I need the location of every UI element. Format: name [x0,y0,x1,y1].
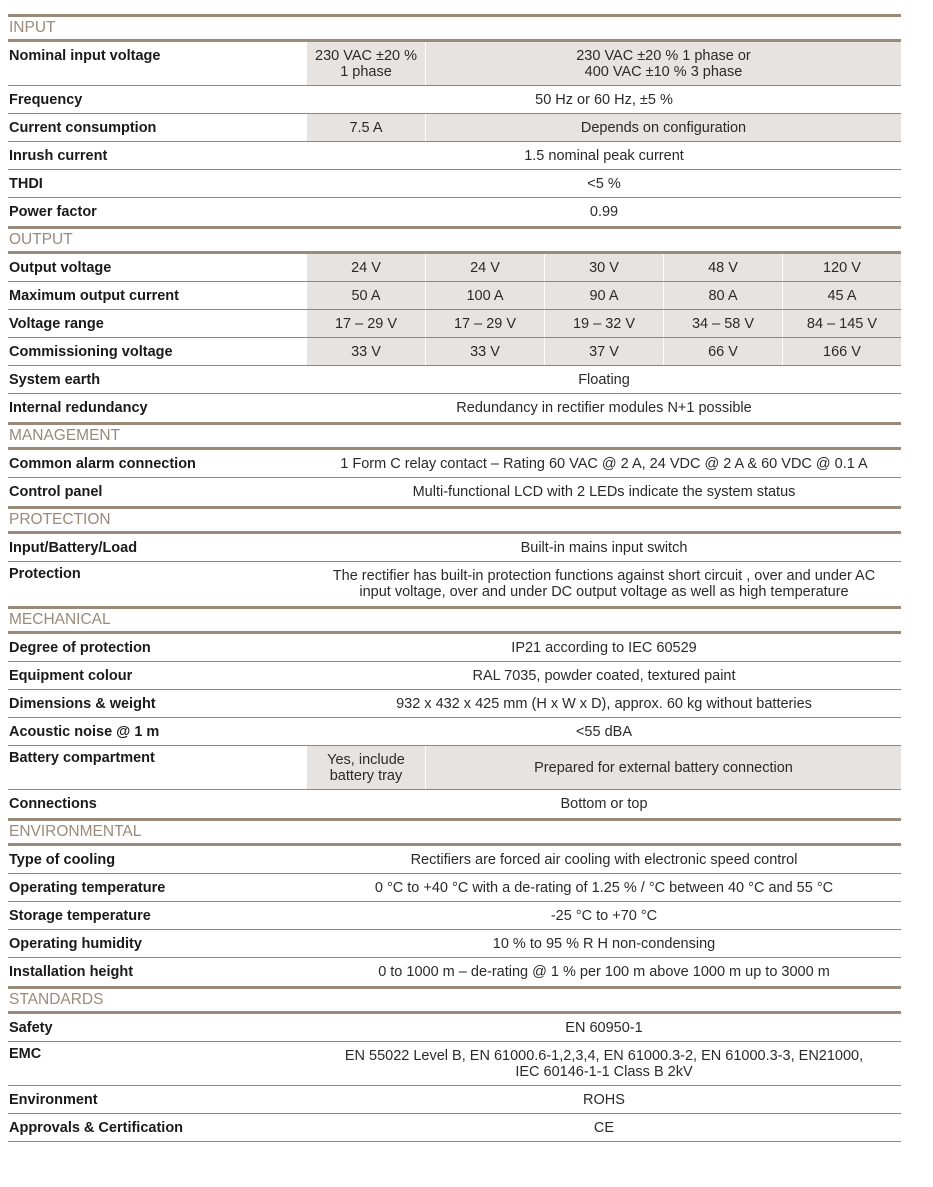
row-dimensions-weight [8,690,901,718]
section-header-protection: PROTECTION [8,506,901,534]
row-label: Input/Battery/Load [9,539,138,556]
row-label: Dimensions & weight [9,695,156,712]
value-cell: 166 V [782,338,901,365]
row-label: Power factor [9,204,97,220]
row-inrush-current [8,142,901,170]
row-label: Type of cooling [9,851,116,868]
value-cell: Built-in mains input switch [520,539,688,556]
row-thdi [8,170,901,198]
section-header-management: MANAGEMENT [8,422,901,450]
value-cell: 37 V [544,338,663,365]
row-label: THDI [9,175,43,192]
row-label: Internal redundancy [9,400,148,416]
section-header-standards: STANDARDS [8,986,901,1014]
value-cell: 1 Form C relay contact – Rating 60 VAC @ 2 A, 24 VDC @ 2 A & 60 VDC @ 0.1 A [340,455,868,472]
row-label: Approvals & Certification [9,1119,184,1136]
value-cell: <5 % [587,175,621,192]
value-cell: Bottom or top [560,796,648,812]
row-emc [8,1042,901,1086]
value-cell: 24 V [425,254,544,281]
row-safety [8,1014,901,1042]
row-input-battery-load [8,534,901,562]
row-label: Maximum output current [9,287,179,304]
row-control-panel [8,478,901,506]
value-cell: Depends on configuration [425,114,901,141]
value-cell: Prepared for external battery connection [425,746,901,789]
row-installation-height [8,958,901,986]
value-cell: 66 V [663,338,782,365]
value-cell: 230 VAC ±20 % 1 phase or 400 VAC ±10 % 3 phase [425,42,901,85]
row-label: Inrush current [9,147,108,164]
value-cell: 100 A [425,282,544,309]
section-header-input: INPUT [8,14,901,42]
value-cell: IP21 according to IEC 60529 [511,639,697,656]
value-cell: 33 V [425,338,544,365]
row-internal-redundancy [8,394,901,422]
row-label: Voltage range [9,315,104,332]
row-label: System earth [9,371,101,388]
row-voltage-range [8,310,901,338]
row-type-of-cooling [8,846,901,874]
value-cell: 45 A [782,282,901,309]
row-maximum-output-current [8,282,901,310]
value-cell: <55 dBA [575,723,633,740]
value-cell: EN 60950-1 [565,1019,643,1036]
value-cell: 0.99 [589,204,619,220]
value-cell: 17 – 29 V [425,310,544,337]
value-cell: Floating [578,371,630,388]
value-cell: 48 V [663,254,782,281]
value-cell: Multi-functional LCD with 2 LEDs indicate the system status [412,484,796,500]
value-cell: 33 V [307,338,425,365]
value-cell: 1.5 nominal peak current [524,147,684,164]
row-protection [8,562,901,606]
row-storage-temperature [8,902,901,930]
value-cell: Redundancy in rectifier modules N+1 possible [456,400,752,416]
value-cell: 80 A [663,282,782,309]
row-label: Protection [9,566,81,582]
value-cell: 932 x 432 x 425 mm (H x W x D), approx. 60 kg without batteries [396,695,812,712]
value-cell: 24 V [307,254,425,281]
row-output-voltage [8,254,901,282]
row-label: EMC [9,1046,42,1062]
value-cell: 19 – 32 V [544,310,663,337]
value-cell: 230 VAC ±20 % 1 phase [307,42,425,85]
row-label: Control panel [9,484,103,500]
value-cell: 30 V [544,254,663,281]
section-header-mechanical: MECHANICAL [8,606,901,634]
value-cell: 34 – 58 V [663,310,782,337]
row-power-factor [8,198,901,226]
row-frequency [8,86,901,114]
value-cell: 50 A [307,282,425,309]
section-header-output: OUTPUT [8,226,901,254]
row-label: Nominal input voltage [9,48,161,64]
value-cell: 90 A [544,282,663,309]
row-label: Equipment colour [9,667,133,684]
row-system-earth [8,366,901,394]
row-label: Safety [9,1019,53,1036]
value-cell: 17 – 29 V [307,310,425,337]
value-cell: 120 V [782,254,901,281]
value-cell: Yes, include battery tray [307,746,425,789]
row-connections [8,790,901,818]
value-cell: EN 55022 Level B, EN 61000.6-1,2,3,4, EN 61000.3-2, EN 61000.3-3, EN21000, IEC 60146-1-1 Class B 2kV [344,1047,864,1080]
row-label: Storage temperature [9,907,151,924]
value-cell: CE [593,1119,615,1136]
row-label: Operating humidity [9,935,142,952]
row-battery-compartment [8,746,901,790]
row-common-alarm-connection [8,450,901,478]
row-current-consumption [8,114,901,142]
value-cell: 7.5 A [307,114,425,141]
value-cell: RAL 7035, powder coated, textured paint [472,667,736,684]
value-cell: ROHS [583,1091,625,1108]
row-operating-humidity [8,930,901,958]
row-acoustic-noise [8,718,901,746]
row-label: Installation height [9,964,134,980]
row-equipment-colour [8,662,901,690]
row-label: Environment [9,1091,98,1108]
value-cell: -25 °C to +70 °C [550,907,658,924]
row-label: Frequency [9,91,83,108]
spec-sheet [8,14,901,1142]
value-cell: 10 % to 95 % R H non-condensing [492,935,716,952]
row-label: Degree of protection [9,639,151,656]
row-label: Connections [9,796,97,812]
value-cell: The rectifier has built-in protection functions against short circuit , over and under AC input voltage, over and under DC output voltage as well as high temperature [332,568,876,600]
value-cell: 0 to 1000 m – de-rating @ 1 % per 100 m above 1000 m up to 3000 m [378,964,830,980]
value-cell: 0 °C to +40 °C with a de-rating of 1.25 % / °C between 40 °C and 55 °C [374,879,834,896]
row-nominal-input-voltage [8,42,901,86]
row-label: Operating temperature [9,879,166,896]
row-operating-temperature [8,874,901,902]
row-label: Battery compartment [9,750,155,766]
row-environment [8,1086,901,1114]
value-cell: 84 – 145 V [782,310,901,337]
row-label: Commissioning voltage [9,343,173,360]
row-degree-of-protection [8,634,901,662]
row-label: Common alarm connection [9,455,196,472]
row-label: Output voltage [9,259,112,276]
value-cell: 50 Hz or 60 Hz, ±5 % [535,91,673,108]
value-cell: Rectifiers are forced air cooling with electronic speed control [410,851,798,868]
row-commissioning-voltage [8,338,901,366]
row-label: Acoustic noise @ 1 m [9,723,160,740]
row-label: Current consumption [9,119,157,136]
section-header-environmental: ENVIRONMENTAL [8,818,901,846]
row-approvals-certification [8,1114,901,1142]
